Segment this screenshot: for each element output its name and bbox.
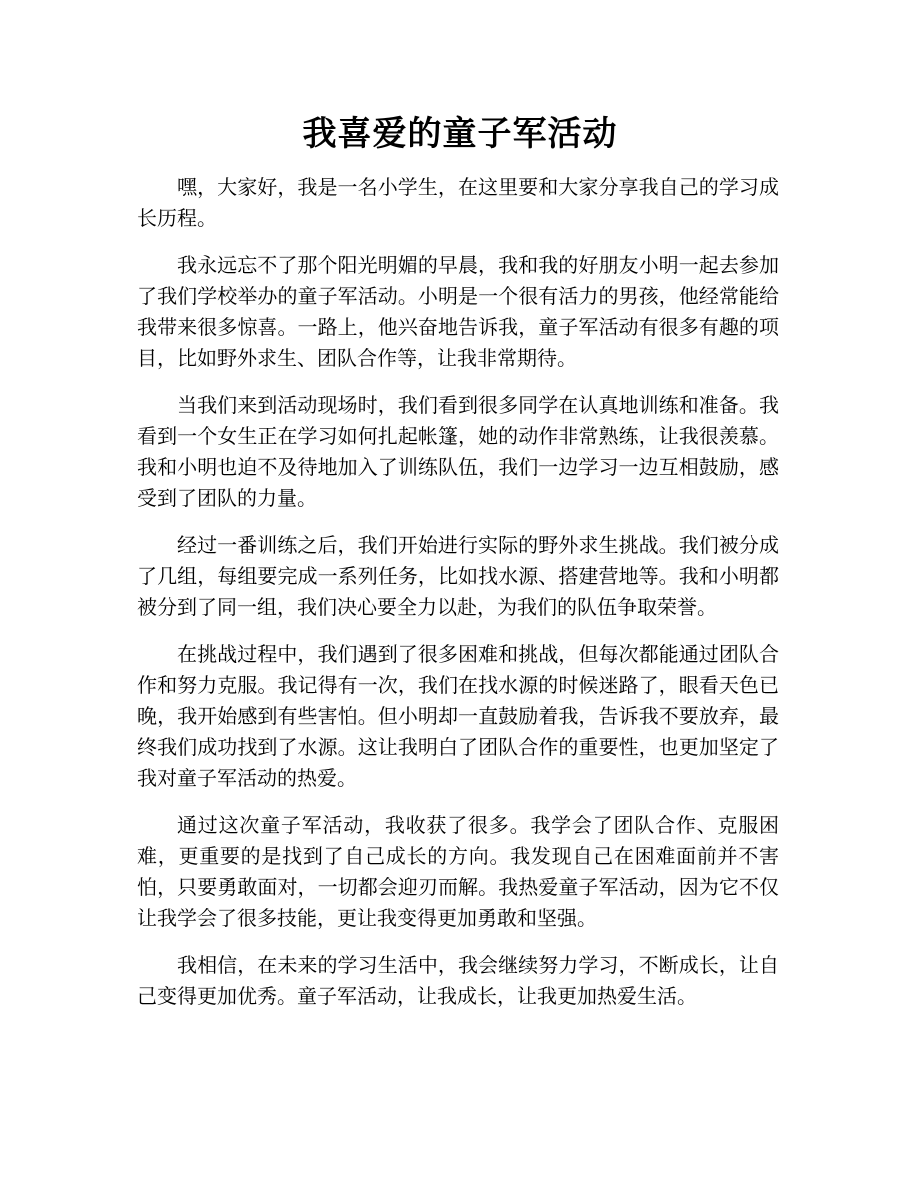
document-body [137,172,779,1028]
paragraph-7: 我相信，在未来的学习生活中，我会继续努力学习，不断成长，让自己变得更加优秀。童子军活动，让我成长，让我更加热爱生活。 [137,953,779,1008]
paragraph-5: 在挑战过程中，我们遇到了很多困难和挑战，但每次都能通过团队合作和努力克服。我记得有一次，我们在找水源的时候迷路了，眼看天色已晚，我开始感到有些害怕。但小明却一直鼓励着我，告诉我不要放弃，最终我们成功找到了水源。这让我明白了团队合作的重要性，也更加坚定了我对童子军活动的热爱。 [137,642,779,790]
paragraph-3: 当我们来到活动现场时，我们看到很多同学在认真地训练和准备。我看到一个女生正在学习如何扎起帐篷，她的动作非常熟练，让我很羡慕。我和小明也迫不及待地加入了训练队伍，我们一边学习一边互相鼓励，感受到了团队的力量。 [137,393,779,510]
paragraph-6: 通过这次童子军活动，我收获了很多。我学会了团队合作、克服困难，更重要的是找到了自己成长的方向。我发现自己在困难面前并不害怕，只要勇敢面对，一切都会迎刃而解。我热爱童子军活动，因为它不仅让我学会了很多技能，更让我变得更加勇敢和坚强。 [137,813,779,930]
paragraph-4: 经过一番训练之后，我们开始进行实际的野外求生挑战。我们被分成了几组，每组要完成一系列任务，比如找水源、搭建营地等。我和小明都被分到了同一组，我们决心要全力以赴，为我们的队伍争取荣誉。 [137,533,779,619]
paragraph-2: 我永远忘不了那个阳光明媚的早晨，我和我的好朋友小明一起去参加了我们学校举办的童子军活动。小明是一个很有活力的男孩，他经常能给我带来很多惊喜。一路上，他兴奋地告诉我，童子军活动有很多有趣的项目，比如野外求生、团队合作等，让我非常期待。 [137,253,779,370]
document-title: 我喜爱的童子军活动 [302,114,618,154]
paragraph-1: 嘿，大家好，我是一名小学生，在这里要和大家分享我自己的学习成长历程。 [137,175,779,230]
